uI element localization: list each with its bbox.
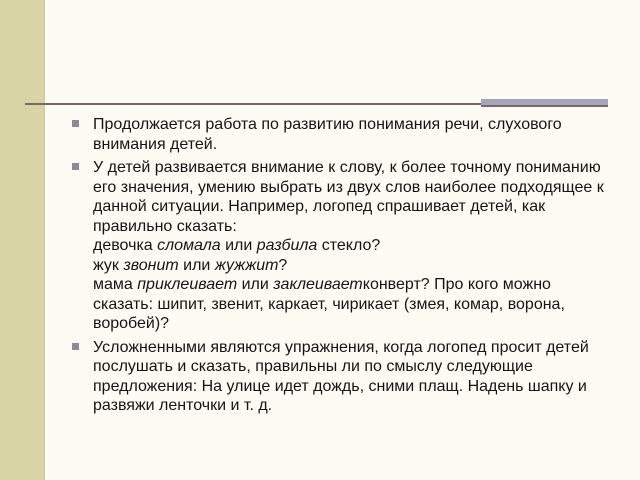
square-bullet-icon <box>72 343 79 350</box>
square-bullet-icon <box>72 163 79 170</box>
example-option: звонит <box>123 256 179 274</box>
bullet-text: Продолжается работа по развитию понимания речи, слухового внимания детей. <box>93 116 562 153</box>
square-bullet-icon <box>72 120 79 127</box>
example-text: или <box>178 256 215 274</box>
example-text: девочка <box>93 237 158 254</box>
slide-body <box>70 115 610 420</box>
bullet-item-1 <box>70 115 610 154</box>
example-line-1 <box>93 236 610 256</box>
example-text: или <box>237 276 274 293</box>
example-option: разбила <box>256 237 318 254</box>
bullet-item-2 <box>70 158 610 334</box>
example-text: конверт? Про кого можно сказать: шипит, звенит, каркает, чирикает (змея, комар, ворона, воробей)? <box>93 276 565 332</box>
example-text: стекло? <box>317 237 381 254</box>
example-line-3 <box>93 275 610 334</box>
example-option: приклеивает <box>137 276 238 293</box>
example-text: или <box>220 237 257 254</box>
side-stripe-decoration <box>0 0 45 480</box>
bullet-item-3 <box>70 338 610 416</box>
example-line-2 <box>93 256 610 276</box>
example-text: жук <box>93 256 124 274</box>
example-text: мама <box>93 276 138 293</box>
bullet-text: Усложненными являются упражнения, когда логопед просит детей послушать и сказать, правильны ли по смыслу следующие предложения: На улице идет дождь, сними плащ. Надень шапку и развяжи ленточки и т. д. <box>93 338 589 414</box>
title-divider-accent-bar <box>481 99 608 107</box>
example-option: сломала <box>157 237 221 254</box>
bullet-text: У детей развивается внимание к слову, к более точному пониманию его значения, умению выбрать из двух слов наиболее подходящее к данной ситуации. Например, логопед спрашивает детей, как правильно сказать: <box>93 159 604 235</box>
example-text: ? <box>278 256 288 274</box>
example-option: жужжит <box>214 256 279 274</box>
example-option: заклеивает <box>273 276 363 293</box>
